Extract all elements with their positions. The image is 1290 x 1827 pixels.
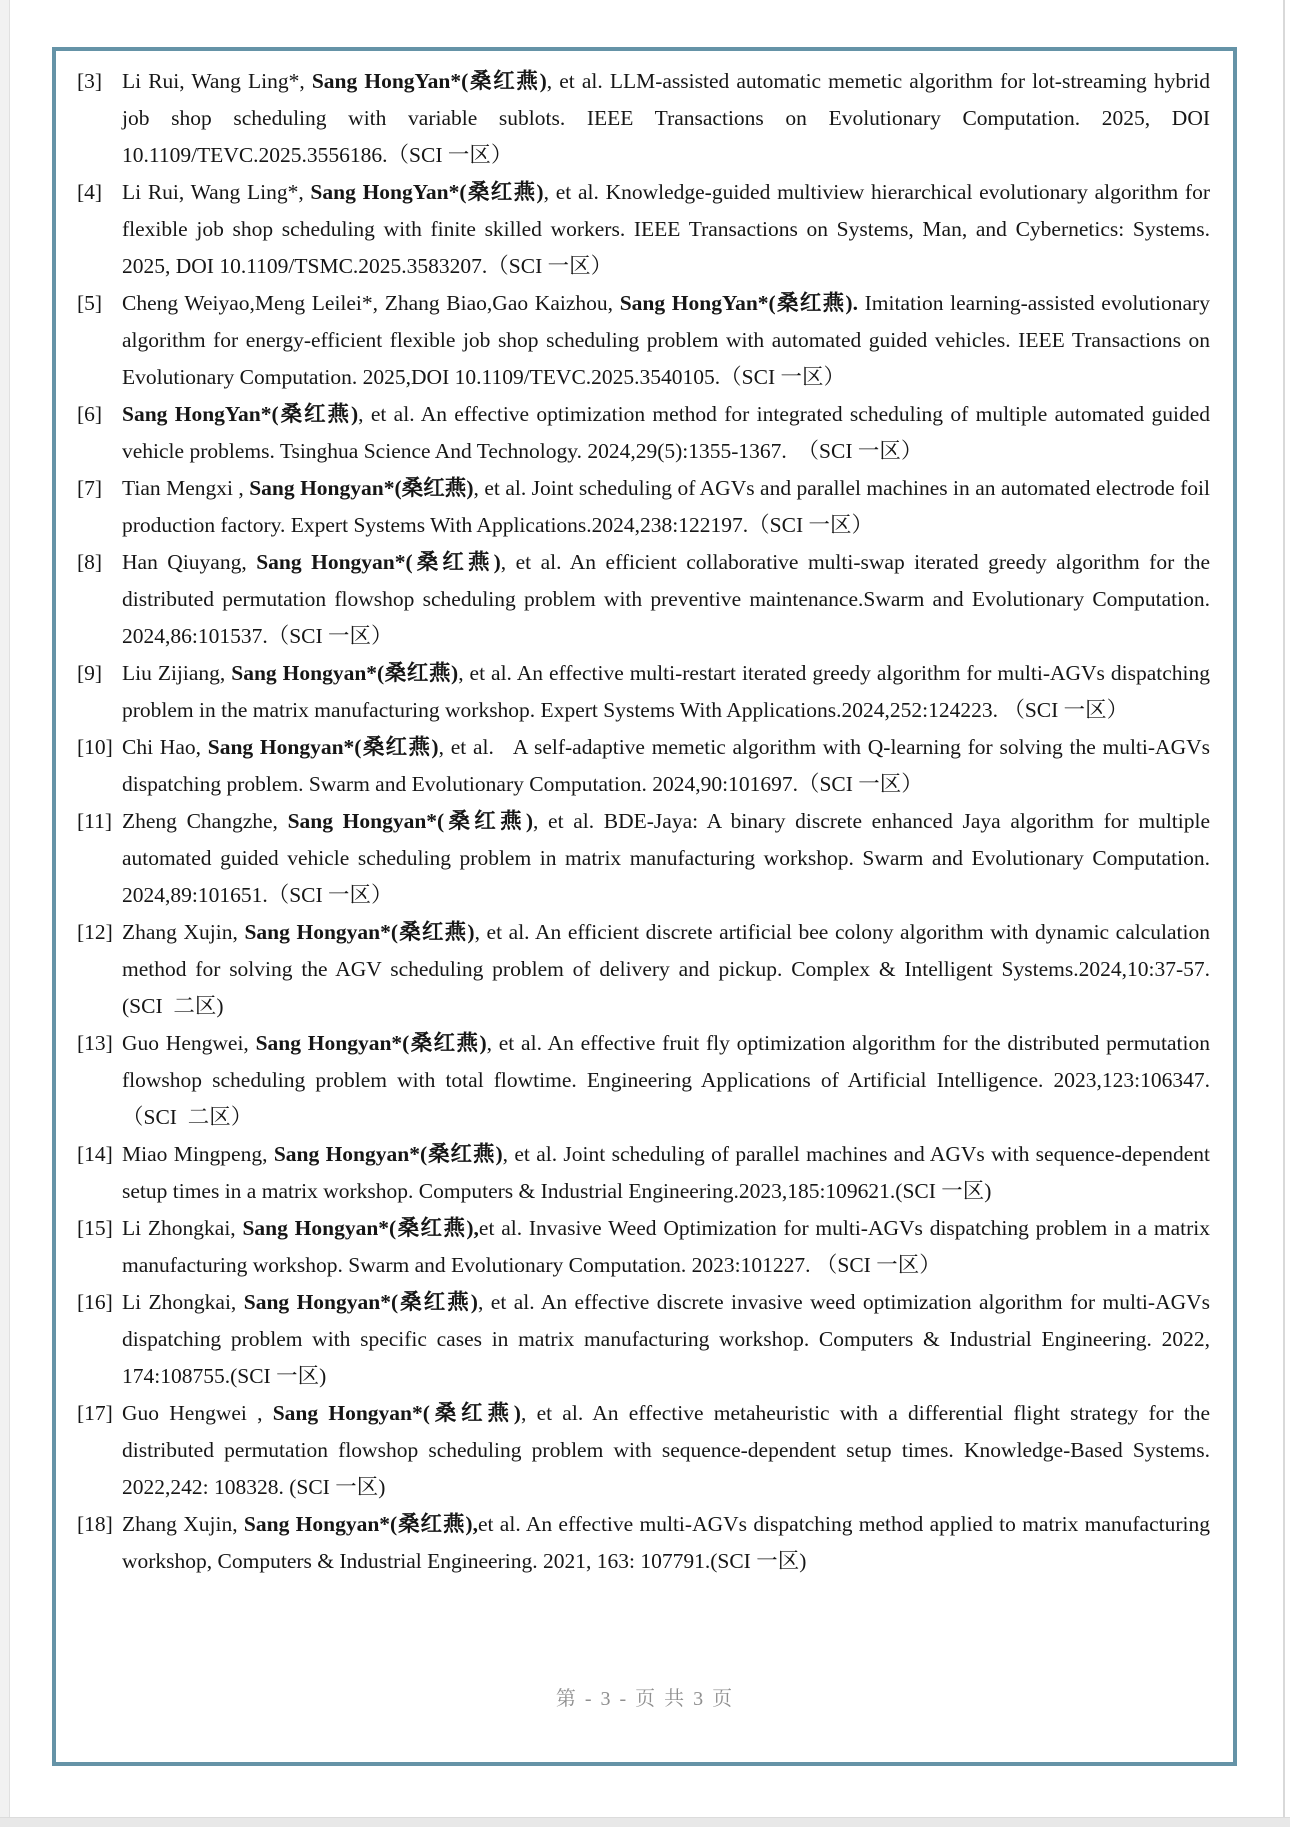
reference-item (77, 1395, 1210, 1506)
reference-marker: [18] (77, 1512, 113, 1536)
author-name-bold: Sang HongYan*(桑红燕) (311, 69, 547, 93)
reference-text: Miao Mingpeng, (122, 1142, 274, 1166)
reference-text: et al. Invasive Weed Optimization for multi-AGVs dispatching problem in a matrix manufacturing workshop. Swarm and Evolutionary Computation. 2023:101227. （SCI 一区） (122, 1216, 1211, 1277)
reference-item (77, 914, 1210, 1025)
author-name-bold: Sang Hongyan*(桑红燕) (249, 476, 474, 500)
reference-marker: [13] (77, 1031, 113, 1055)
author-name-bold: Sang HongYan*(桑红燕). (619, 291, 858, 315)
reference-item (77, 1284, 1210, 1395)
reference-text: , et al. An effective metaheuristic with a differential flight strategy for the distributed permutation flowshop scheduling problem with sequence-dependent setup times. Knowledge-Based Systems. 2022,242: 108328. (SCI 一区) (122, 1401, 1211, 1499)
reference-text: Guo Hengwei, (122, 1031, 256, 1055)
reference-text: Li Rui, Wang Ling*, (122, 180, 311, 204)
reference-marker: [9] (77, 661, 103, 685)
reference-item (77, 1025, 1210, 1136)
reference-item (77, 1506, 1210, 1580)
reference-item (77, 729, 1210, 803)
reference-marker: [11] (77, 809, 113, 833)
reference-text: Cheng Weiyao,Meng Leilei*, Zhang Biao,Gao Kaizhou, (122, 291, 620, 315)
author-name-bold: Sang Hongyan*(桑红燕) (256, 550, 501, 574)
reference-text: Imitation learning-assisted evolutionary algorithm for energy-efficient flexible job shop scheduling problem with automated guided vehicles. IEEE Transactions on Evolutionary Computation. 2025,DOI 10.1109/TEVC.2025.3540105.（SCI 一区） (122, 291, 1210, 389)
reference-text: et al. An effective multi-AGVs dispatching method applied to matrix manufacturing workshop, Computers & Industrial Engineering. 2021, 163: 107791.(SCI 一区) (122, 1512, 1210, 1573)
reference-text: Zhang Xujin, (122, 1512, 244, 1536)
author-name-bold: Sang Hongyan*(桑红燕) (273, 1142, 503, 1166)
reference-text: Zheng Changzhe, (122, 809, 288, 833)
page-right-edge (1283, 0, 1285, 1817)
author-name-bold: Sang HongYan*(桑红燕) (310, 180, 544, 204)
reference-text: Li Zhongkai, (122, 1290, 244, 1314)
reference-item (77, 655, 1210, 729)
reference-text: Tian Mengxi , (122, 476, 250, 500)
author-name-bold: Sang HongYan*(桑红燕) (122, 402, 359, 426)
author-name-bold: Sang Hongyan*(桑红燕), (242, 1216, 479, 1240)
reference-text: Zhang Xujin, (122, 920, 245, 944)
reference-marker: [14] (77, 1142, 113, 1166)
reference-item (77, 63, 1210, 174)
author-name-bold: Sang Hongyan*(桑红燕) (255, 1031, 487, 1055)
reference-marker: [15] (77, 1216, 113, 1240)
reference-text: , et al. Joint scheduling of parallel machines and AGVs with sequence-dependent setup times in a matrix workshop. Computers & Industrial Engineering.2023,185:109621.(SCI 一区) (122, 1142, 1210, 1203)
author-name-bold: Sang Hongyan*(桑红燕) (207, 735, 439, 759)
reference-text: , et al. An effective fruit fly optimization algorithm for the distributed permutation flowshop scheduling problem with total flowtime. Engineering Applications of Artificial Intelligence. 2023,123:106347.（SCI 二区） (122, 1031, 1211, 1129)
author-name-bold: Sang Hongyan*(桑红燕) (243, 1290, 478, 1314)
reference-text: , et al. An effective multi-restart iterated greedy algorithm for multi-AGVs dispatching problem in the matrix manufacturing workshop. Expert Systems With Applications.2024,252:124223. （SCI 一区） (122, 661, 1211, 722)
reference-marker: [7] (77, 476, 103, 500)
page-bottom-edge (0, 1817, 1290, 1827)
reference-text: , et al. A self-adaptive memetic algorithm with Q-learning for solving the multi-AGVs dispatching problem. Swarm and Evolutionary Computation. 2024,90:101697.（SCI 一区） (122, 735, 1211, 796)
reference-marker: [12] (77, 920, 113, 944)
reference-item (77, 803, 1210, 914)
reference-marker: [10] (77, 735, 113, 759)
reference-text: , et al. An efficient discrete artificial bee colony algorithm with dynamic calculation method for solving the AGV scheduling problem of delivery and pickup. Complex & Intelligent Systems.2024,10:37-57. (SCI 二区) (122, 920, 1210, 1018)
author-name-bold: Sang Hongyan*(桑红燕) (244, 920, 475, 944)
author-name-bold: Sang Hongyan*(桑红燕), (243, 1512, 478, 1536)
reference-marker: [8] (77, 550, 103, 574)
reference-text: , et al. An efficient collaborative multi-swap iterated greedy algorithm for the distributed permutation flowshop scheduling problem with preventive maintenance.Swarm and Evolutionary Computation. 2024,86:101537.（SCI 一区） (122, 550, 1210, 648)
reference-text: , et al. LLM-assisted automatic memetic algorithm for lot-streaming hybrid job shop scheduling with variable sublots. IEEE Transactions on Evolutionary Computation. 2025, DOI 10.1109/TEVC.2025.3556186.（SCI 一区） (122, 69, 1210, 167)
reference-text: Guo Hengwei , (122, 1401, 273, 1425)
reference-item (77, 174, 1210, 285)
reference-text: , et al. Joint scheduling of AGVs and parallel machines in an automated electrode foil production factory. Expert Systems With Applications.2024,238:122197.（SCI 一区） (122, 476, 1210, 537)
reference-marker: [16] (77, 1290, 113, 1314)
reference-marker: [3] (77, 69, 103, 93)
author-name-bold: Sang Hongyan*(桑红燕) (287, 809, 534, 833)
reference-text: Li Rui, Wang Ling*, (122, 69, 312, 93)
reference-marker: [17] (77, 1401, 113, 1425)
reference-marker: [4] (77, 180, 103, 204)
reference-item (77, 544, 1210, 655)
reference-text: , et al. An effective optimization method for integrated scheduling of multiple automated guided vehicle problems. Tsinghua Science And Technology. 2024,29(5):1355-1367. （SCI 一区） (122, 402, 1210, 463)
reference-item (77, 470, 1210, 544)
reference-text: , et al. BDE-Jaya: A binary discrete enhanced Jaya algorithm for multiple automated guided vehicle scheduling problem in matrix manufacturing workshop. Swarm and Evolutionary Computation. 2024,89:101651.（SCI 一区） (122, 809, 1211, 907)
reference-marker: [5] (77, 291, 103, 315)
reference-text: Liu Zijiang, (122, 661, 232, 685)
reference-text: Han Qiuyang, (122, 550, 257, 574)
author-name-bold: Sang Hongyan*(桑红燕) (231, 661, 459, 685)
reference-item (77, 285, 1210, 396)
reference-text: Li Zhongkai, (122, 1216, 243, 1240)
reference-item (77, 1136, 1210, 1210)
reference-item (77, 1210, 1210, 1284)
reference-text: , et al. An effective discrete invasive weed optimization algorithm for multi-AGVs dispatching problem with specific cases in matrix manufacturing workshop. Computers & Industrial Engineering. 2022, 174:108755.(SCI 一区) (122, 1290, 1211, 1388)
reference-text: Chi Hao, (122, 735, 208, 759)
page-left-edge (0, 0, 10, 1817)
reference-text: , et al. Knowledge-guided multiview hierarchical evolutionary algorithm for flexible job shop scheduling with finite skilled workers. IEEE Transactions on Systems, Man, and Cybernetics: Systems. 2025, DOI 10.1109/TSMC.2025.3583207.（SCI 一区） (122, 180, 1210, 278)
reference-marker: [6] (77, 402, 103, 426)
publication-list (77, 63, 1210, 1580)
author-name-bold: Sang Hongyan*(桑红燕) (272, 1401, 521, 1425)
page-number: 第 - 3 - 页 共 3 页 (555, 1688, 735, 1710)
reference-item (77, 396, 1210, 470)
